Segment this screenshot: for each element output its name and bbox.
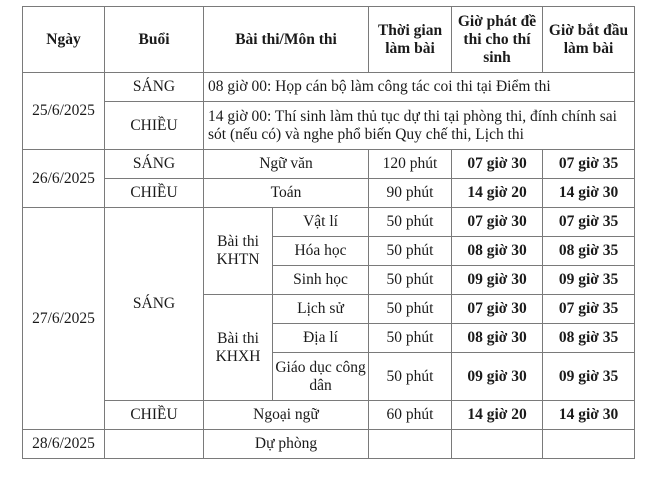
subject-cell: Toán (204, 179, 369, 208)
duration-cell (369, 430, 452, 459)
hand-out-cell: 14 giờ 20 (452, 179, 543, 208)
start-cell: 14 giờ 30 (543, 179, 635, 208)
start-cell (543, 430, 635, 459)
session-cell: CHIỀU (105, 179, 204, 208)
header-session: Buổi (105, 7, 204, 73)
start-cell: 09 giờ 35 (543, 353, 635, 401)
subject-cell: Giáo dục công dân (273, 353, 369, 401)
session-cell: SÁNG (105, 73, 204, 102)
subject-cell: Hóa học (273, 237, 369, 266)
duration-cell: 60 phút (369, 401, 452, 430)
table-row (23, 102, 635, 150)
session-cell: CHIỀU (105, 401, 204, 430)
start-cell: 07 giờ 35 (543, 150, 635, 179)
duration-cell: 50 phút (369, 353, 452, 401)
duration-cell: 50 phút (369, 266, 452, 295)
subject-cell: Sinh học (273, 266, 369, 295)
header-row (23, 7, 635, 73)
table-row (23, 73, 635, 102)
header-duration: Thời gian làm bài (369, 7, 452, 73)
hand-out-cell: 07 giờ 30 (452, 150, 543, 179)
hand-out-cell: 09 giờ 30 (452, 266, 543, 295)
session-cell: SÁNG (105, 208, 204, 401)
date-cell: 28/6/2025 (23, 430, 105, 459)
duration-cell: 120 phút (369, 150, 452, 179)
table-row (23, 430, 635, 459)
session-cell: SÁNG (105, 150, 204, 179)
session-cell (105, 430, 204, 459)
subject-cell: Ngoại ngữ (204, 401, 369, 430)
group-cell-khtn: Bài thi KHTN (204, 208, 273, 295)
subject-cell: Dự phòng (204, 430, 369, 459)
session-cell: CHIỀU (105, 102, 204, 150)
start-cell: 07 giờ 35 (543, 295, 635, 324)
table-row (23, 208, 635, 237)
duration-cell: 50 phút (369, 208, 452, 237)
date-cell: 26/6/2025 (23, 150, 105, 208)
duration-cell: 90 phút (369, 179, 452, 208)
exam-schedule-table (22, 6, 635, 459)
start-cell: 07 giờ 35 (543, 208, 635, 237)
subject-cell: Lịch sử (273, 295, 369, 324)
table-row (23, 401, 635, 430)
hand-out-cell: 14 giờ 20 (452, 401, 543, 430)
hand-out-cell: 09 giờ 30 (452, 353, 543, 401)
hand-out-cell: 07 giờ 30 (452, 208, 543, 237)
subject-cell: Vật lí (273, 208, 369, 237)
date-cell: 27/6/2025 (23, 208, 105, 430)
date-cell: 25/6/2025 (23, 73, 105, 150)
hand-out-cell (452, 430, 543, 459)
duration-cell: 50 phút (369, 324, 452, 353)
start-cell: 14 giờ 30 (543, 401, 635, 430)
header-start-time: Giờ bắt đầu làm bài (543, 7, 635, 73)
start-cell: 09 giờ 35 (543, 266, 635, 295)
duration-cell: 50 phút (369, 237, 452, 266)
hand-out-cell: 08 giờ 30 (452, 324, 543, 353)
table-row (23, 179, 635, 208)
header-hand-out-time: Giờ phát đề thi cho thí sinh (452, 7, 543, 73)
hand-out-cell: 07 giờ 30 (452, 295, 543, 324)
table-row (23, 150, 635, 179)
note-cell: 14 giờ 00: Thí sinh làm thủ tục dự thi tại phòng thi, đính chính sai sót (nếu có) và nghe phổ biến Quy chế thi, Lịch thi (204, 102, 635, 150)
hand-out-cell: 08 giờ 30 (452, 237, 543, 266)
header-subject: Bài thi/Môn thi (204, 7, 369, 73)
subject-cell: Địa lí (273, 324, 369, 353)
duration-cell: 50 phút (369, 295, 452, 324)
subject-cell: Ngữ văn (204, 150, 369, 179)
note-cell: 08 giờ 00: Họp cán bộ làm công tác coi thi tại Điểm thi (204, 73, 635, 102)
group-cell-khxh: Bài thi KHXH (204, 295, 273, 401)
start-cell: 08 giờ 35 (543, 237, 635, 266)
header-date: Ngày (23, 7, 105, 73)
start-cell: 08 giờ 35 (543, 324, 635, 353)
